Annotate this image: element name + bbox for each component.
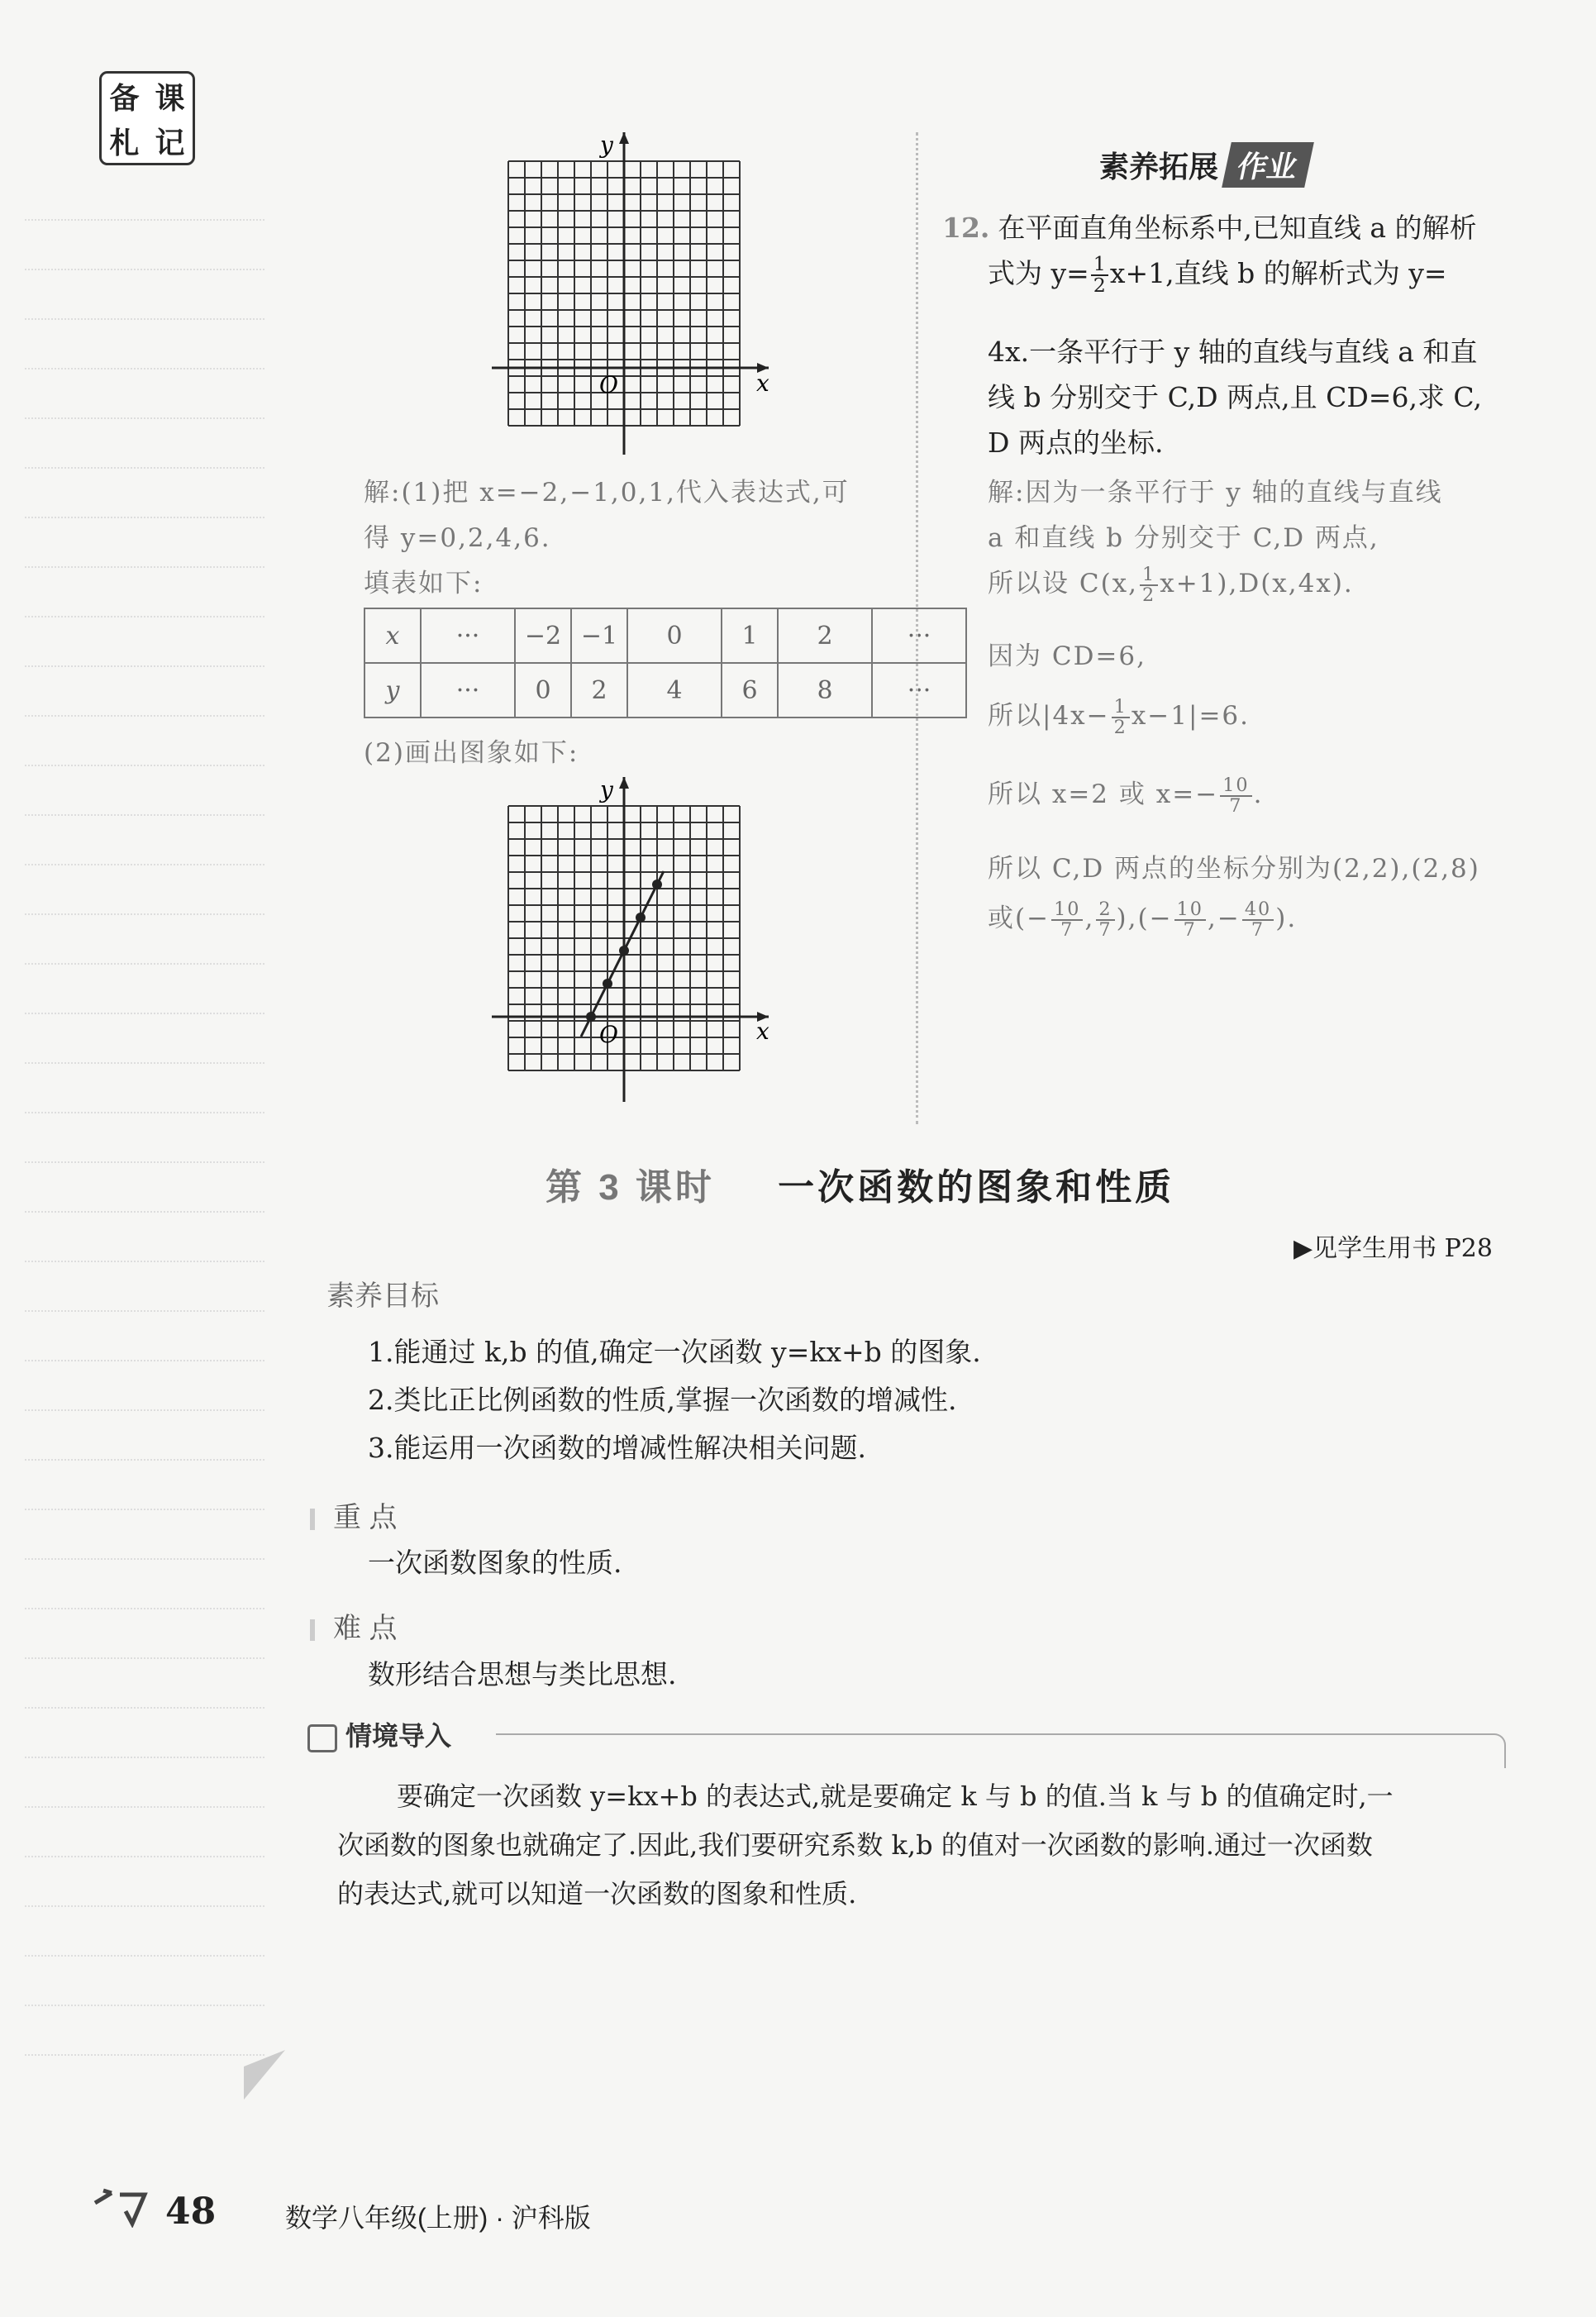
problem-line: 4x.一条平行于 y 轴的直线与直线 a 和直 (988, 336, 1478, 368)
notes-stamp (99, 71, 195, 165)
student-book-reference: ▶见学生用书 P28 (1293, 1234, 1493, 1263)
stamp-char: 备 (109, 80, 140, 116)
problem-line: 线 b 分别交于 C,D 两点,且 CD=6,求 C, (988, 381, 1482, 413)
solution-line: 所以|4x− $\frac{1}{2}$ x−1|=6. (988, 696, 1251, 738)
problem-text: x+1,直线 b 的解析式为 y= (1109, 257, 1447, 289)
stamp-char: 课 (155, 80, 185, 116)
values-table (364, 608, 967, 718)
solution-line: 解:因为一条平行于 y 轴的直线与直线 (988, 478, 1443, 508)
empty-coordinate-grid (488, 128, 777, 459)
intro-line: 次函数的图象也就确定了.因此,我们要研究系数 k,b 的值对一次函数的影响.通过一次函数 (337, 1829, 1373, 1861)
problem-number: 12. (942, 212, 990, 244)
table-cell: 8 (778, 663, 872, 718)
intro-divider (496, 1733, 1506, 1768)
table-cell: 0 (627, 608, 722, 663)
lesson-title (545, 1157, 1174, 1210)
table-cell: 2 (778, 608, 872, 663)
problem-text: 式为 y= (988, 257, 1089, 289)
table-cell: 4 (627, 663, 722, 718)
goal-item: 2.类比正比例函数的性质,掌握一次函数的增减性. (368, 1384, 957, 1416)
problem-line (942, 207, 1477, 246)
table-row (364, 663, 966, 718)
data-point (619, 946, 629, 956)
x-axis-label: x (756, 1018, 769, 1045)
stamp-char: 记 (155, 125, 185, 160)
solution-line: 或(− $\frac{10}{7}$ , $\frac{2}{7}$ ),(− $\frac{10}{7}$ ,− $\frac{40}{7}$ ). (988, 899, 1298, 941)
banner-tag: 作业 (1222, 142, 1314, 188)
lesson-name: 一次函数的图象和性质 (778, 1167, 1175, 1208)
section-banner (1099, 142, 1309, 188)
solution-line: 所以设 C(x, $\frac{1}{2}$ x+1),D(x,4x). (988, 564, 1354, 606)
origin-label: O (599, 371, 618, 398)
data-point (586, 1012, 596, 1022)
key-point-heading: 重 点 (310, 1495, 397, 1535)
footer-arrow-icon (91, 2186, 149, 2228)
table-cell: 1 (722, 608, 778, 663)
table-cell: ··· (872, 663, 966, 718)
table-cell: ··· (872, 608, 966, 663)
table-cell: x (364, 608, 421, 663)
table-cell: y (364, 663, 421, 718)
column-divider (916, 132, 918, 1124)
problem-text: 在平面直角坐标系中,已知直线 a 的解析 (998, 212, 1477, 244)
table-cell: −1 (571, 608, 627, 663)
solution-line: (2)画出图象如下: (364, 738, 579, 768)
problem-line (988, 252, 1447, 296)
intro-line: 要确定一次函数 y=kx+b 的表达式,就是要确定 k 与 b 的值.当 k 与 b 的值确定时,一 (397, 1781, 1394, 1812)
solution-line: 填表如下: (364, 569, 484, 598)
solution-line: a 和直线 b 分别交于 C,D 两点, (988, 523, 1379, 553)
key-point-text: 一次函数图象的性质. (368, 1547, 622, 1579)
table-cell: −2 (515, 608, 571, 663)
y-axis-label: y (600, 131, 613, 159)
data-point (652, 880, 662, 889)
solution-line: 得 y=0,2,4,6. (364, 523, 551, 553)
solution-line: 所以 x=2 或 x=− $\frac{10}{7}$ . (988, 775, 1264, 817)
data-point (603, 979, 612, 989)
table-cell: ··· (421, 608, 515, 663)
intro-heading: 情境导入 (307, 1715, 451, 1753)
goals-heading: 素养目标 (326, 1280, 439, 1312)
goal-item: 1.能通过 k,b 的值,确定一次函数 y=kx+b 的图象. (368, 1336, 981, 1368)
table-cell: 0 (515, 663, 571, 718)
banner-label: 素养拓展 (1099, 150, 1219, 184)
x-axis-label: x (756, 369, 769, 397)
book-title: 数学八年级(上册) · 沪科版 (285, 2203, 591, 2233)
corner-decoration (244, 2050, 285, 2100)
page-number: 48 (165, 2191, 217, 2233)
problem-line: D 两点的坐标. (988, 427, 1164, 459)
difficult-point-heading: 难 点 (310, 1605, 397, 1646)
y-axis-label: y (600, 776, 613, 803)
goal-item: 3.能运用一次函数的增减性解决相关问题. (368, 1432, 866, 1464)
fraction: $\frac{1}{2}$ (1091, 255, 1108, 296)
intro-icon (307, 1724, 337, 1752)
table-cell: 2 (571, 663, 627, 718)
table-cell: ··· (421, 663, 515, 718)
lesson-number: 第 3 课时 (545, 1167, 715, 1208)
origin-label: O (599, 1021, 618, 1048)
table-cell: 6 (722, 663, 778, 718)
solution-line: 所以 C,D 两点的坐标分别为(2,2),(2,8) (988, 854, 1480, 884)
table-row (364, 608, 966, 663)
data-point (636, 913, 646, 923)
difficult-point-text: 数形结合思想与类比思想. (368, 1658, 677, 1690)
line-graph (488, 773, 777, 1104)
solution-line: 解:(1)把 x=−2,−1,0,1,代入表达式,可 (364, 478, 850, 508)
stamp-char: 札 (109, 125, 140, 160)
intro-line: 的表达式,就可以知道一次函数的图象和性质. (337, 1878, 857, 1909)
solution-line: 因为 CD=6, (988, 641, 1146, 671)
